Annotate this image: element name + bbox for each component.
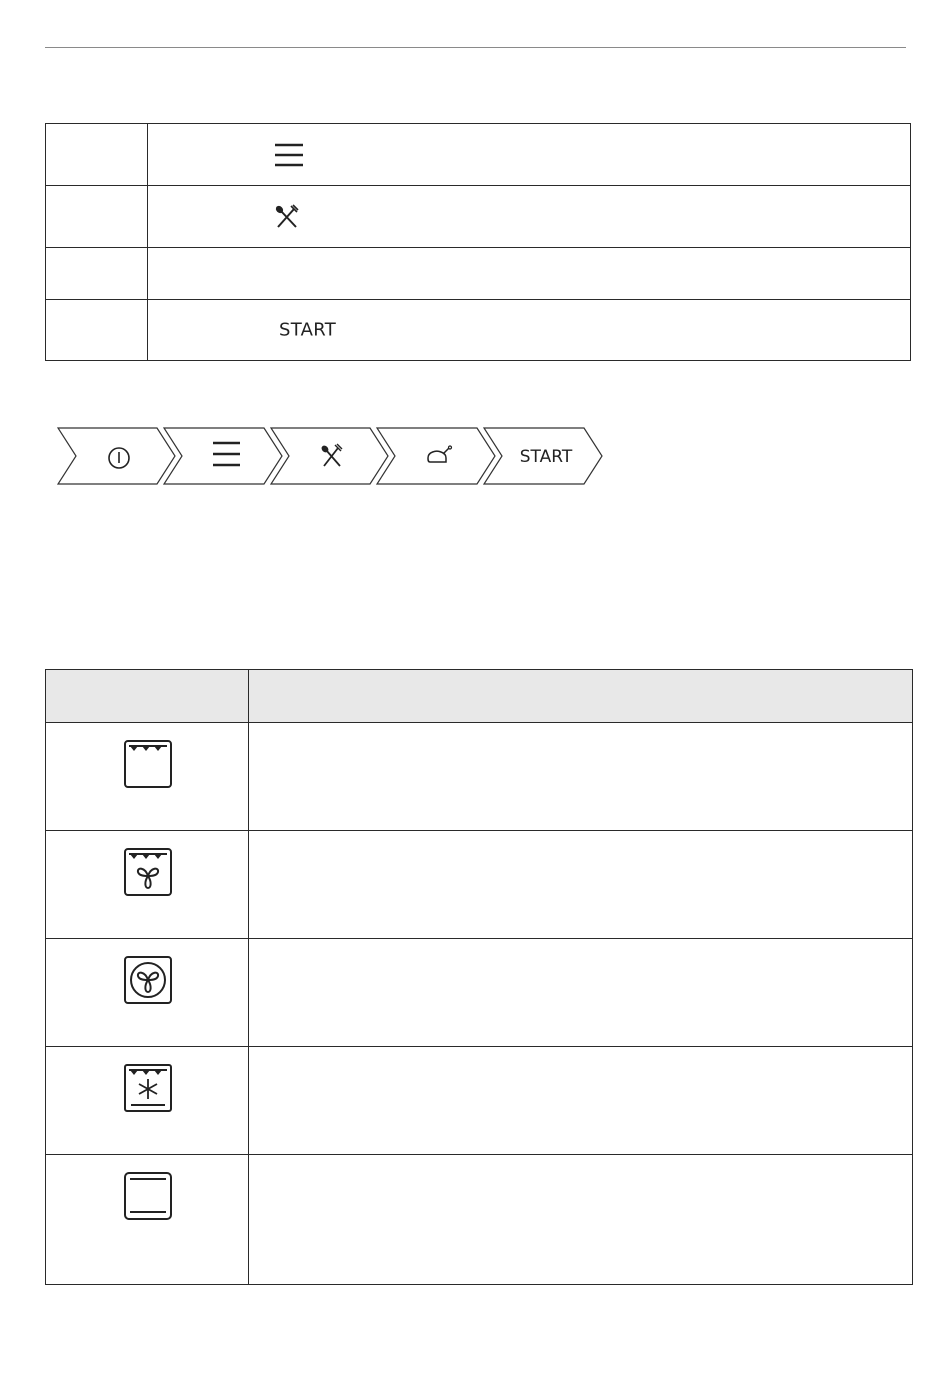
cutlery-icon (274, 204, 300, 230)
top-heat-defrost-icon (123, 1063, 173, 1113)
top-bottom-heat-icon (123, 1171, 173, 1221)
function-icon-cell (46, 939, 249, 1046)
flow-step-power (58, 428, 175, 484)
flow-step-cutlery (271, 428, 388, 484)
function-icon-cell (46, 1155, 249, 1284)
table-row (46, 1155, 912, 1284)
table-row (46, 1047, 912, 1155)
step-description-cell (148, 124, 910, 185)
step-row (46, 124, 910, 186)
flow-step-start (484, 428, 602, 484)
oven-functions-table (45, 669, 913, 1285)
flow-step-roast (377, 428, 495, 484)
function-description-cell (249, 723, 912, 830)
step-number-cell (46, 186, 148, 247)
flow-start-label: START (519, 447, 573, 467)
ring-fan-icon (123, 955, 173, 1005)
table-row (46, 831, 912, 939)
header-rule (45, 47, 906, 48)
step-number-cell (46, 300, 148, 360)
header-cell-application (249, 670, 912, 722)
step-description-cell (148, 186, 910, 247)
function-icon-cell (46, 723, 249, 830)
menu-icon (274, 142, 304, 168)
step-number-cell (46, 124, 148, 185)
function-description-cell (249, 1155, 912, 1284)
function-description-cell (249, 1047, 912, 1154)
function-icon-cell (46, 831, 249, 938)
table-row (46, 939, 912, 1047)
step-description-cell (148, 248, 910, 299)
header-cell-function (46, 670, 249, 722)
step-row (46, 248, 910, 300)
step-row (46, 300, 910, 360)
top-heat-icon (123, 739, 173, 789)
step-row (46, 186, 910, 248)
table-row (46, 723, 912, 831)
step-description-cell (148, 300, 910, 360)
function-description-cell (249, 831, 912, 938)
start-label: START (279, 319, 337, 341)
flow-step-menu (164, 428, 282, 484)
function-icon-cell (46, 1047, 249, 1154)
top-heat-fan-icon (123, 847, 173, 897)
procedure-flow (57, 427, 605, 485)
function-description-cell (249, 939, 912, 1046)
table-header (46, 670, 912, 723)
step-number-cell (46, 248, 148, 299)
steps-table (45, 123, 911, 361)
